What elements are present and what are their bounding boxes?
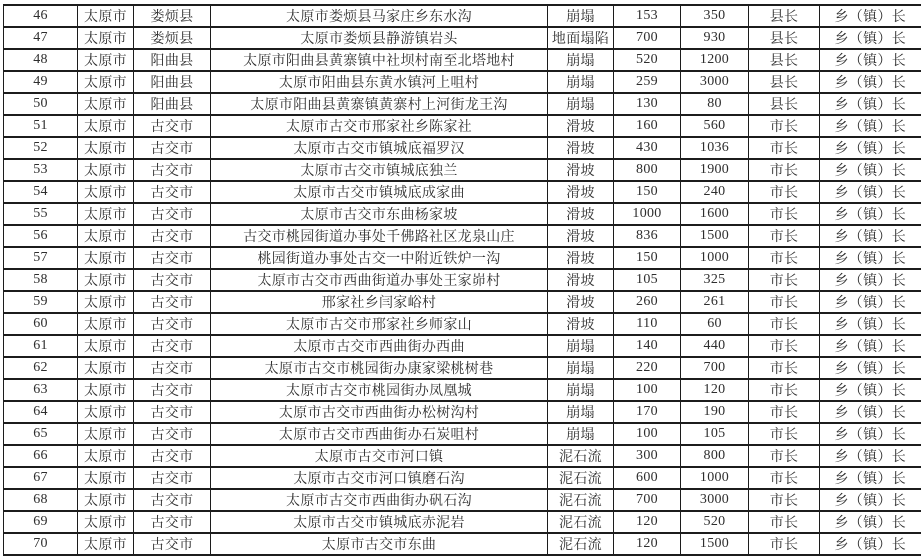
row-number-cell: 57 [4, 247, 78, 269]
city-cell: 太原市 [78, 137, 134, 159]
city-cell: 太原市 [78, 247, 134, 269]
hazard-location-cell: 古交市桃园街道办事处千佛路社区龙泉山庄 [211, 225, 548, 247]
township-leader-cell: 乡（镇）长 [820, 181, 921, 203]
potential-loss-cell: 1000 [681, 467, 749, 489]
hazard-location-cell: 太原市古交市镇城底福罗汉 [211, 137, 548, 159]
row-number-cell: 64 [4, 401, 78, 423]
potential-loss-cell: 1500 [681, 533, 749, 555]
potential-loss-cell: 1500 [681, 225, 749, 247]
city-cell: 太原市 [78, 203, 134, 225]
county-cell: 古交市 [134, 467, 211, 489]
city-cell: 太原市 [78, 269, 134, 291]
row-number-cell: 65 [4, 423, 78, 445]
county-leader-cell: 市长 [749, 489, 820, 511]
row-number-cell: 53 [4, 159, 78, 181]
potential-loss-cell: 1036 [681, 137, 749, 159]
township-leader-cell: 乡（镇）长 [820, 533, 921, 555]
county-cell: 娄烦县 [134, 5, 211, 27]
hazard-type-cell: 崩塌 [548, 401, 614, 423]
table-row [4, 137, 921, 159]
threatened-count-cell: 110 [614, 313, 681, 335]
county-cell: 古交市 [134, 247, 211, 269]
hazard-location-cell: 太原市古交市镇城底独兰 [211, 159, 548, 181]
city-cell: 太原市 [78, 445, 134, 467]
county-cell: 古交市 [134, 269, 211, 291]
threatened-count-cell: 259 [614, 71, 681, 93]
county-cell: 古交市 [134, 181, 211, 203]
threatened-count-cell: 100 [614, 379, 681, 401]
row-number-cell: 67 [4, 467, 78, 489]
threatened-count-cell: 700 [614, 489, 681, 511]
hazard-type-cell: 滑坡 [548, 203, 614, 225]
city-cell: 太原市 [78, 401, 134, 423]
hazard-location-cell: 太原市古交市镇城底赤泥岩 [211, 511, 548, 533]
threatened-count-cell: 430 [614, 137, 681, 159]
county-cell: 娄烦县 [134, 27, 211, 49]
hazard-type-cell: 滑坡 [548, 159, 614, 181]
county-leader-cell: 市长 [749, 115, 820, 137]
county-cell: 古交市 [134, 159, 211, 181]
threatened-count-cell: 130 [614, 93, 681, 115]
county-cell: 古交市 [134, 115, 211, 137]
table-row [4, 489, 921, 511]
city-cell: 太原市 [78, 159, 134, 181]
row-number-cell: 70 [4, 533, 78, 555]
county-leader-cell: 市长 [749, 247, 820, 269]
potential-loss-cell: 1900 [681, 159, 749, 181]
table-row [4, 181, 921, 203]
township-leader-cell: 乡（镇）长 [820, 137, 921, 159]
county-leader-cell: 县长 [749, 93, 820, 115]
potential-loss-cell: 1000 [681, 247, 749, 269]
potential-loss-cell: 240 [681, 181, 749, 203]
row-number-cell: 63 [4, 379, 78, 401]
county-cell: 古交市 [134, 445, 211, 467]
city-cell: 太原市 [78, 533, 134, 555]
county-leader-cell: 市长 [749, 445, 820, 467]
row-number-cell: 50 [4, 93, 78, 115]
table-row [4, 445, 921, 467]
table-row [4, 115, 921, 137]
hazard-type-cell: 崩塌 [548, 5, 614, 27]
hazard-type-cell: 滑坡 [548, 291, 614, 313]
table-row [4, 159, 921, 181]
threatened-count-cell: 600 [614, 467, 681, 489]
hazard-location-cell: 太原市娄烦县静游镇岩头 [211, 27, 548, 49]
table-row [4, 247, 921, 269]
table-row [4, 335, 921, 357]
threatened-count-cell: 150 [614, 247, 681, 269]
threatened-count-cell: 100 [614, 423, 681, 445]
hazard-location-cell: 太原市古交市镇城底成家曲 [211, 181, 548, 203]
hazard-location-cell: 太原市阳曲县黄寨镇中社坝村南至北塔地村 [211, 49, 548, 71]
county-leader-cell: 市长 [749, 379, 820, 401]
row-number-cell: 46 [4, 5, 78, 27]
hazard-type-cell: 崩塌 [548, 49, 614, 71]
table-row [4, 511, 921, 533]
potential-loss-cell: 440 [681, 335, 749, 357]
township-leader-cell: 乡（镇）长 [820, 379, 921, 401]
threatened-count-cell: 170 [614, 401, 681, 423]
table-row [4, 93, 921, 115]
city-cell: 太原市 [78, 181, 134, 203]
potential-loss-cell: 700 [681, 357, 749, 379]
county-leader-cell: 市长 [749, 401, 820, 423]
township-leader-cell: 乡（镇）长 [820, 115, 921, 137]
county-cell: 古交市 [134, 137, 211, 159]
county-cell: 古交市 [134, 379, 211, 401]
township-leader-cell: 乡（镇）长 [820, 423, 921, 445]
city-cell: 太原市 [78, 71, 134, 93]
hazard-location-cell: 太原市古交市邢家社乡陈家社 [211, 115, 548, 137]
table-row [4, 49, 921, 71]
township-leader-cell: 乡（镇）长 [820, 5, 921, 27]
county-leader-cell: 县长 [749, 5, 820, 27]
hazard-type-cell: 滑坡 [548, 247, 614, 269]
township-leader-cell: 乡（镇）长 [820, 489, 921, 511]
threatened-count-cell: 120 [614, 533, 681, 555]
potential-loss-cell: 520 [681, 511, 749, 533]
county-leader-cell: 市长 [749, 159, 820, 181]
row-number-cell: 48 [4, 49, 78, 71]
county-leader-cell: 市长 [749, 467, 820, 489]
table-row [4, 423, 921, 445]
county-leader-cell: 县长 [749, 49, 820, 71]
city-cell: 太原市 [78, 93, 134, 115]
threatened-count-cell: 140 [614, 335, 681, 357]
hazard-type-cell: 滑坡 [548, 137, 614, 159]
township-leader-cell: 乡（镇）长 [820, 335, 921, 357]
township-leader-cell: 乡（镇）长 [820, 291, 921, 313]
hazard-location-cell: 太原市阳曲县东黄水镇河上咀村 [211, 71, 548, 93]
city-cell: 太原市 [78, 357, 134, 379]
hazard-type-cell: 崩塌 [548, 379, 614, 401]
hazard-location-cell: 太原市古交市河口镇 [211, 445, 548, 467]
hazard-location-cell: 太原市古交市东曲杨家坡 [211, 203, 548, 225]
county-leader-cell: 市长 [749, 181, 820, 203]
hazard-location-cell: 太原市古交市西曲街办松树沟村 [211, 401, 548, 423]
threatened-count-cell: 300 [614, 445, 681, 467]
township-leader-cell: 乡（镇）长 [820, 247, 921, 269]
threatened-count-cell: 836 [614, 225, 681, 247]
threatened-count-cell: 1000 [614, 203, 681, 225]
county-cell: 古交市 [134, 357, 211, 379]
row-number-cell: 47 [4, 27, 78, 49]
hazard-type-cell: 滑坡 [548, 115, 614, 137]
city-cell: 太原市 [78, 5, 134, 27]
table-row [4, 71, 921, 93]
table-row [4, 379, 921, 401]
county-cell: 古交市 [134, 335, 211, 357]
hazard-location-cell: 太原市古交市邢家社乡师家山 [211, 313, 548, 335]
hazard-type-cell: 泥石流 [548, 511, 614, 533]
table-row [4, 291, 921, 313]
hazard-type-cell: 崩塌 [548, 71, 614, 93]
threatened-count-cell: 160 [614, 115, 681, 137]
hazard-location-cell: 太原市古交市西曲街办西曲 [211, 335, 548, 357]
threatened-count-cell: 520 [614, 49, 681, 71]
county-cell: 古交市 [134, 313, 211, 335]
hazard-type-cell: 滑坡 [548, 269, 614, 291]
city-cell: 太原市 [78, 27, 134, 49]
county-leader-cell: 市长 [749, 203, 820, 225]
county-leader-cell: 市长 [749, 225, 820, 247]
hazard-type-cell: 崩塌 [548, 423, 614, 445]
potential-loss-cell: 350 [681, 5, 749, 27]
threatened-count-cell: 153 [614, 5, 681, 27]
potential-loss-cell: 560 [681, 115, 749, 137]
city-cell: 太原市 [78, 335, 134, 357]
city-cell: 太原市 [78, 379, 134, 401]
hazard-location-cell: 太原市古交市西曲街办石炭咀村 [211, 423, 548, 445]
table-row [4, 467, 921, 489]
township-leader-cell: 乡（镇）长 [820, 401, 921, 423]
hazard-location-cell: 邢家社乡闫家峪村 [211, 291, 548, 313]
city-cell: 太原市 [78, 489, 134, 511]
table-row [4, 203, 921, 225]
hazard-type-cell: 地面塌陷 [548, 27, 614, 49]
county-cell: 古交市 [134, 533, 211, 555]
row-number-cell: 60 [4, 313, 78, 335]
potential-loss-cell: 800 [681, 445, 749, 467]
potential-loss-cell: 1200 [681, 49, 749, 71]
county-leader-cell: 县长 [749, 27, 820, 49]
hazard-location-cell: 太原市古交市西曲街办矾石沟 [211, 489, 548, 511]
hazard-location-cell: 太原市古交市桃园街办康家梁桃树巷 [211, 357, 548, 379]
hazard-table [3, 4, 921, 556]
city-cell: 太原市 [78, 115, 134, 137]
county-leader-cell: 市长 [749, 313, 820, 335]
city-cell: 太原市 [78, 467, 134, 489]
county-cell: 阳曲县 [134, 93, 211, 115]
county-cell: 古交市 [134, 203, 211, 225]
township-leader-cell: 乡（镇）长 [820, 27, 921, 49]
hazard-type-cell: 泥石流 [548, 533, 614, 555]
township-leader-cell: 乡（镇）长 [820, 93, 921, 115]
county-leader-cell: 市长 [749, 291, 820, 313]
table-row [4, 27, 921, 49]
potential-loss-cell: 261 [681, 291, 749, 313]
row-number-cell: 55 [4, 203, 78, 225]
hazard-type-cell: 滑坡 [548, 181, 614, 203]
county-cell: 阳曲县 [134, 71, 211, 93]
hazard-location-cell: 太原市古交市西曲街道办事处王家峁村 [211, 269, 548, 291]
potential-loss-cell: 3000 [681, 489, 749, 511]
county-cell: 古交市 [134, 511, 211, 533]
township-leader-cell: 乡（镇）长 [820, 445, 921, 467]
row-number-cell: 62 [4, 357, 78, 379]
township-leader-cell: 乡（镇）长 [820, 203, 921, 225]
county-leader-cell: 市长 [749, 357, 820, 379]
township-leader-cell: 乡（镇）长 [820, 467, 921, 489]
threatened-count-cell: 700 [614, 27, 681, 49]
potential-loss-cell: 3000 [681, 71, 749, 93]
hazard-type-cell: 泥石流 [548, 445, 614, 467]
county-leader-cell: 市长 [749, 533, 820, 555]
row-number-cell: 66 [4, 445, 78, 467]
threatened-count-cell: 120 [614, 511, 681, 533]
township-leader-cell: 乡（镇）长 [820, 313, 921, 335]
hazard-location-cell: 太原市娄烦县马家庄乡东水沟 [211, 5, 548, 27]
city-cell: 太原市 [78, 49, 134, 71]
hazard-type-cell: 泥石流 [548, 467, 614, 489]
county-leader-cell: 市长 [749, 511, 820, 533]
table-row [4, 313, 921, 335]
row-number-cell: 58 [4, 269, 78, 291]
hazard-location-cell: 太原市阳曲县黄寨镇黄寨村上河街龙王沟 [211, 93, 548, 115]
county-leader-cell: 县长 [749, 71, 820, 93]
table-row [4, 401, 921, 423]
township-leader-cell: 乡（镇）长 [820, 159, 921, 181]
city-cell: 太原市 [78, 423, 134, 445]
table-row [4, 5, 921, 27]
county-leader-cell: 市长 [749, 137, 820, 159]
county-cell: 古交市 [134, 423, 211, 445]
city-cell: 太原市 [78, 511, 134, 533]
potential-loss-cell: 325 [681, 269, 749, 291]
threatened-count-cell: 260 [614, 291, 681, 313]
potential-loss-cell: 1600 [681, 203, 749, 225]
potential-loss-cell: 930 [681, 27, 749, 49]
table-row [4, 533, 921, 555]
hazard-type-cell: 滑坡 [548, 313, 614, 335]
potential-loss-cell: 105 [681, 423, 749, 445]
potential-loss-cell: 190 [681, 401, 749, 423]
hazard-location-cell: 太原市古交市东曲 [211, 533, 548, 555]
hazard-type-cell: 崩塌 [548, 335, 614, 357]
hazard-type-cell: 崩塌 [548, 93, 614, 115]
table-body [4, 5, 921, 555]
county-leader-cell: 市长 [749, 423, 820, 445]
township-leader-cell: 乡（镇）长 [820, 225, 921, 247]
city-cell: 太原市 [78, 225, 134, 247]
potential-loss-cell: 60 [681, 313, 749, 335]
county-cell: 阳曲县 [134, 49, 211, 71]
row-number-cell: 52 [4, 137, 78, 159]
row-number-cell: 69 [4, 511, 78, 533]
county-cell: 古交市 [134, 489, 211, 511]
potential-loss-cell: 120 [681, 379, 749, 401]
township-leader-cell: 乡（镇）长 [820, 357, 921, 379]
hazard-location-cell: 太原市古交市桃园街办凤凰城 [211, 379, 548, 401]
county-leader-cell: 市长 [749, 335, 820, 357]
hazard-type-cell: 滑坡 [548, 225, 614, 247]
city-cell: 太原市 [78, 291, 134, 313]
hazard-location-cell: 太原市古交市河口镇磨石沟 [211, 467, 548, 489]
row-number-cell: 68 [4, 489, 78, 511]
row-number-cell: 54 [4, 181, 78, 203]
threatened-count-cell: 800 [614, 159, 681, 181]
row-number-cell: 61 [4, 335, 78, 357]
threatened-count-cell: 105 [614, 269, 681, 291]
county-cell: 古交市 [134, 225, 211, 247]
hazard-type-cell: 泥石流 [548, 489, 614, 511]
threatened-count-cell: 150 [614, 181, 681, 203]
row-number-cell: 49 [4, 71, 78, 93]
hazard-type-cell: 崩塌 [548, 357, 614, 379]
county-leader-cell: 市长 [749, 269, 820, 291]
threatened-count-cell: 220 [614, 357, 681, 379]
potential-loss-cell: 80 [681, 93, 749, 115]
table-row [4, 225, 921, 247]
township-leader-cell: 乡（镇）长 [820, 49, 921, 71]
hazard-location-cell: 桃园街道办事处古交一中附近铁炉一沟 [211, 247, 548, 269]
row-number-cell: 59 [4, 291, 78, 313]
row-number-cell: 51 [4, 115, 78, 137]
city-cell: 太原市 [78, 313, 134, 335]
row-number-cell: 56 [4, 225, 78, 247]
county-cell: 古交市 [134, 401, 211, 423]
table-row [4, 357, 921, 379]
township-leader-cell: 乡（镇）长 [820, 269, 921, 291]
table-row [4, 269, 921, 291]
county-cell: 古交市 [134, 291, 211, 313]
township-leader-cell: 乡（镇）长 [820, 511, 921, 533]
township-leader-cell: 乡（镇）长 [820, 71, 921, 93]
